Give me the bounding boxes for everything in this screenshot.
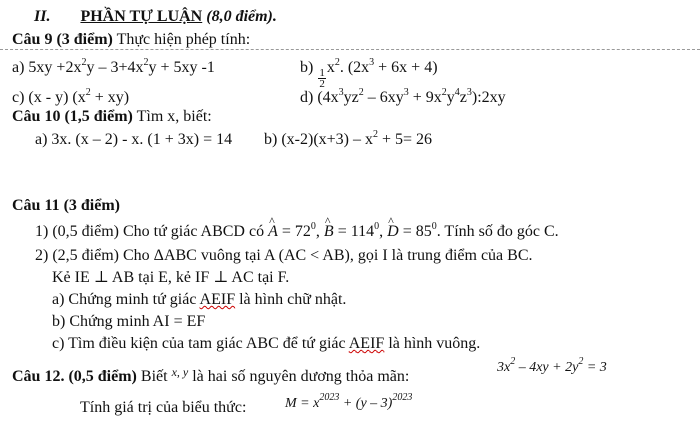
text-segment: z: [459, 89, 467, 106]
superscript: 3: [466, 87, 472, 98]
q10-heading: [12, 107, 212, 127]
text-segment: là hình chữ nhật.: [235, 291, 347, 308]
text-segment: yz: [343, 89, 359, 106]
q12-expression: [285, 394, 412, 414]
superscript: 2: [441, 87, 447, 98]
text-segment: b) (x-2)(x+3) – x: [264, 131, 373, 148]
text-segment: = 85: [398, 223, 432, 240]
text-segment: d) (4x: [300, 89, 339, 106]
superscript: 2: [81, 57, 87, 68]
q11-part1: [35, 222, 559, 242]
text-segment: là hình vuông.: [384, 335, 481, 352]
superscript: 2: [578, 356, 584, 367]
superscript: 4: [454, 87, 460, 98]
text-segment: + xy): [90, 89, 130, 106]
superscript: 2: [373, 129, 378, 140]
text-segment: AEIF: [199, 291, 236, 308]
superscript: 2: [143, 57, 149, 68]
text-segment: – 6xy: [363, 89, 404, 106]
text-segment: 3x: [497, 360, 511, 375]
text-segment: là hai số nguyên dương thỏa mãn:: [192, 368, 410, 385]
text-segment: ^ D: [387, 222, 399, 242]
text-segment: + 9x: [408, 89, 442, 106]
text-segment: = 72: [277, 223, 311, 240]
fraction: [318, 68, 326, 89]
text-segment: Tìm x, biết:: [136, 108, 212, 125]
superscript: 3: [369, 57, 375, 68]
q9-b: [300, 58, 438, 89]
q12-line1: [12, 362, 409, 387]
text-segment: Câu 12. (0,5 điểm): [12, 368, 137, 385]
text-segment: . (2x: [339, 59, 370, 76]
text-segment: y – 3+4x: [86, 59, 144, 76]
text-segment: c) (x - y) (x: [12, 89, 86, 106]
superscript: 0: [374, 221, 380, 232]
text-segment: = 114: [333, 223, 375, 240]
text-segment: ):2xy: [471, 89, 506, 106]
text-segment: y: [446, 89, 455, 106]
text-segment: a) Chứng minh tứ giác: [52, 291, 200, 308]
text-segment: Biết: [140, 368, 168, 385]
text-segment: ,: [315, 223, 324, 240]
section-heading: PHẦN TỰ LUẬN: [80, 8, 203, 25]
q12-equation: [497, 358, 607, 378]
text-segment: M = x: [285, 396, 320, 411]
text-segment: . Tính số đo góc C.: [436, 223, 559, 240]
superscript: 2: [85, 87, 91, 98]
text-segment: c) Tìm điều kiện của tam giác ABC để tứ giác: [52, 335, 349, 352]
q11-part2: 2) (2,5 điểm) Cho ΔABC vuông tại A (AC < AB), gọi I là trung điểm của BC.: [35, 247, 533, 264]
q11-b: b) Chứng minh AI = EF: [52, 313, 206, 330]
text-segment: b): [300, 59, 318, 76]
section-number: II.: [34, 8, 51, 25]
text-segment: Câu 10 (1,5 điểm): [12, 108, 133, 125]
q9-heading: [12, 30, 250, 50]
q9-label: Câu 9 (3 điểm): [12, 31, 113, 48]
superscript: 2: [510, 356, 516, 367]
q11-a: [52, 290, 346, 310]
superscript: 0: [310, 221, 316, 232]
q11-c: [52, 334, 480, 354]
text-segment: 2: [319, 78, 325, 90]
text-segment: + 6x + 4): [374, 59, 438, 76]
text-segment: x, y: [171, 365, 189, 379]
divider: [0, 49, 700, 50]
q11-heading: [12, 196, 120, 216]
superscript: 3: [338, 87, 344, 98]
text-segment: – 4xy + 2y: [515, 360, 579, 375]
text-segment: + (y – 3): [339, 396, 393, 411]
q9-d: [300, 88, 506, 108]
q10-a: a) 3x. (x – 2) - x. (1 + 3x) = 14: [35, 131, 233, 148]
text-segment: y + 5xy -1: [148, 59, 215, 76]
text-segment: ^ A: [268, 222, 278, 242]
q10-b: [264, 130, 432, 150]
text-segment: AEIF: [348, 335, 385, 352]
text-segment: a) 5xy +2x: [12, 59, 82, 76]
superscript: 3: [403, 87, 409, 98]
text-segment: + 5= 26: [378, 131, 433, 148]
superscript: 2023: [392, 392, 413, 403]
text-segment: ^ B: [324, 222, 334, 242]
text-segment: ,: [379, 223, 388, 240]
q11-part2-setup: Kẻ IE ⊥ AB tại E, kẻ IF ⊥ AC tại F.: [52, 269, 290, 286]
text-segment: = 3: [583, 360, 607, 375]
superscript: 2023: [319, 392, 340, 403]
q12-line2: Tính giá trị của biểu thức:: [80, 399, 247, 416]
superscript: 2: [358, 87, 364, 98]
text-segment: 1: [319, 67, 325, 79]
q9-a: [12, 58, 215, 78]
text-segment: Câu 11 (3 điểm): [12, 197, 120, 214]
superscript: 0: [431, 221, 437, 232]
text-segment: x: [326, 59, 335, 76]
q9-text: Thực hiện phép tính:: [116, 31, 251, 48]
superscript: 2: [334, 57, 340, 68]
section-points: (8,0 điểm).: [206, 8, 277, 25]
q9-c: [12, 88, 129, 108]
section-title: [34, 7, 277, 27]
text-segment: 1) (0,5 điểm) Cho tứ giác ABCD có: [35, 223, 269, 240]
